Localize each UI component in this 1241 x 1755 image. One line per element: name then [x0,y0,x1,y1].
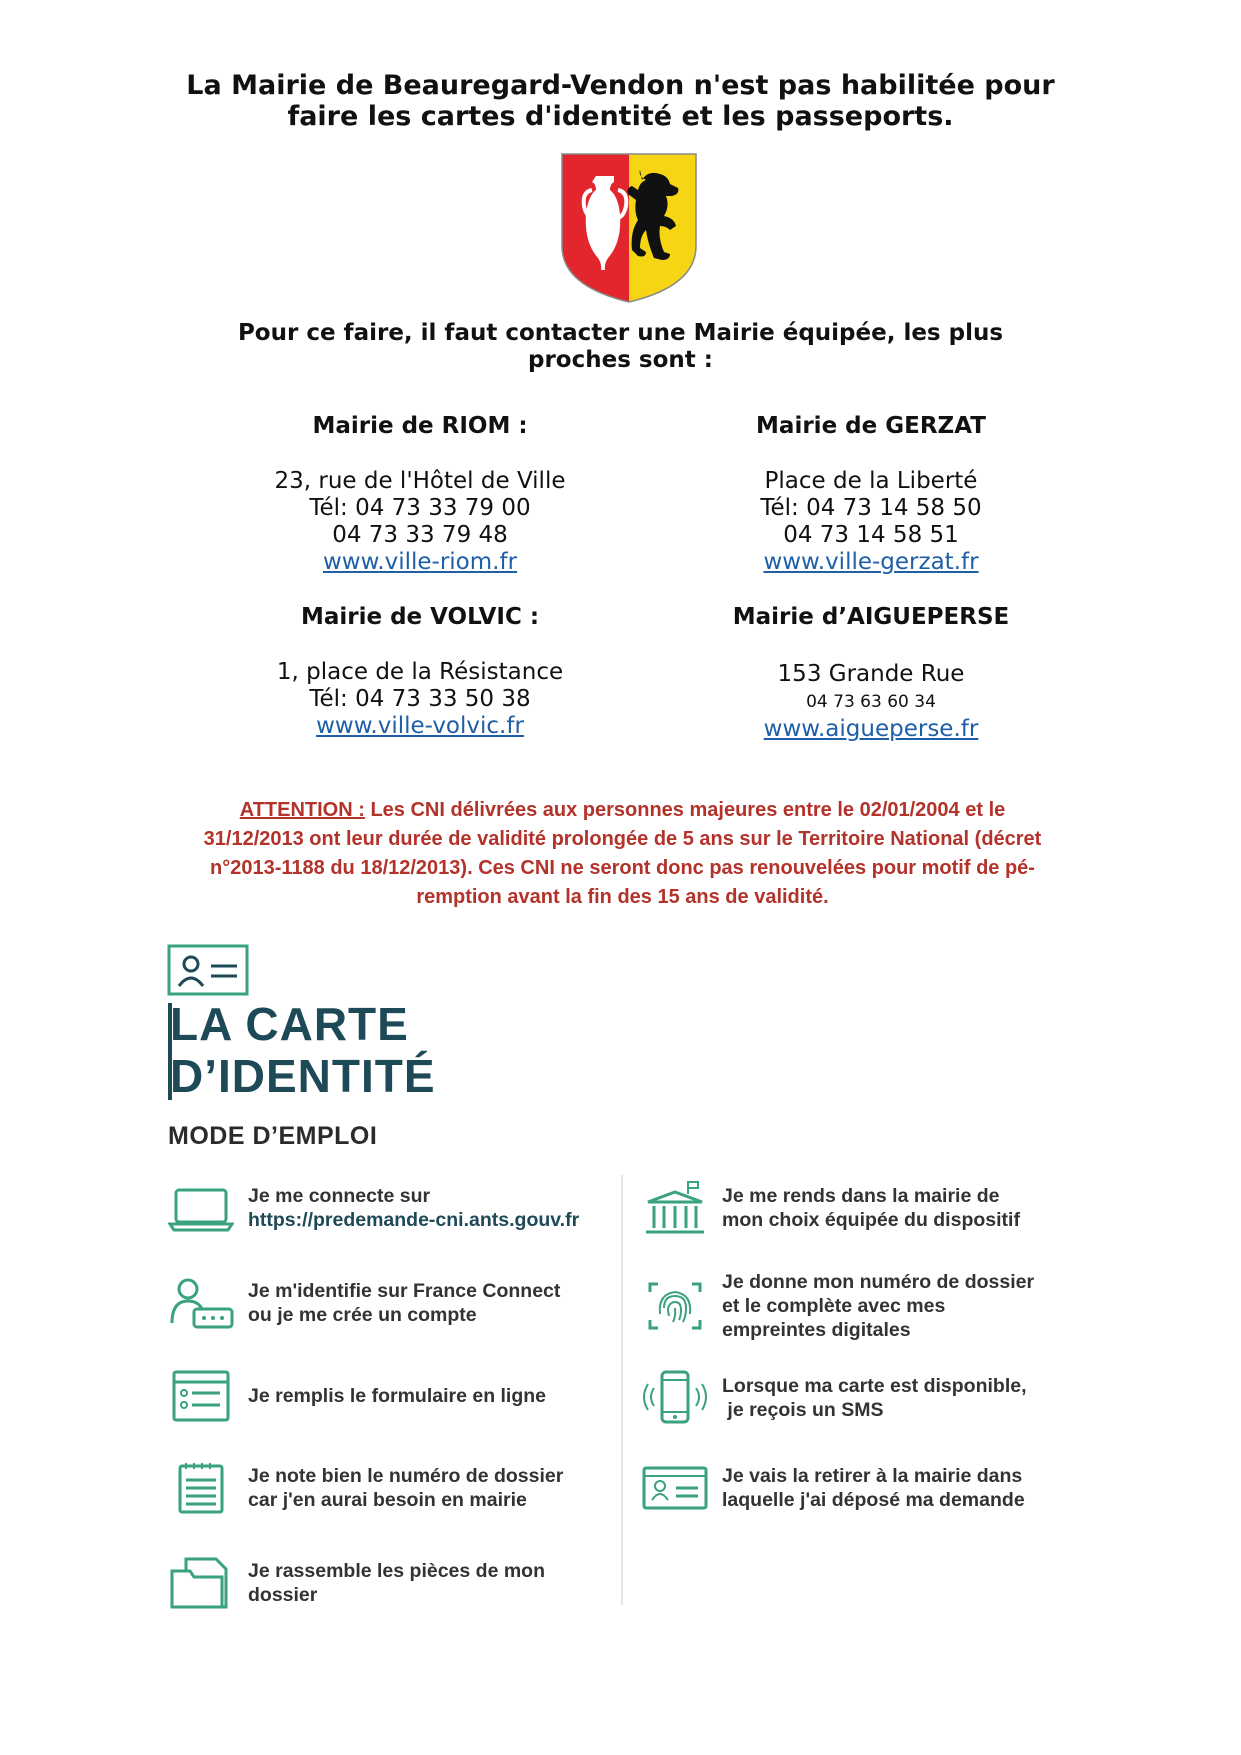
step-text-2: et le complète avec mes [722,1295,946,1317]
step-text-2: laquelle j'ai déposé ma demande [722,1489,1025,1511]
attention-notice [150,796,1095,912]
notepad-icon [168,1460,234,1516]
step-text-2: dossier [248,1584,318,1606]
mairie-website-link[interactable]: www.aigueperse.fr [763,716,979,742]
mairie-name: Mairie d’AIGUEPERSE [732,604,1010,630]
mairie-phone-2: 04 73 14 58 51 [783,522,959,548]
mairie-volvic-block [160,603,680,740]
smartphone-icon [642,1370,708,1426]
step-text-1: Je remplis le formulaire en ligne [248,1385,547,1407]
heading-line-2: faire les cartes d'identité et les passeports. [287,101,954,132]
step-text-2: car j'en aurai besoin en mairie [248,1489,527,1511]
step-fingerprints [642,1270,1034,1342]
step-text-1: Je m'identifie sur France Connect [248,1280,561,1302]
laptop-icon [168,1180,234,1236]
step-form [168,1368,546,1424]
guide-title-line-2: D’IDENTITÉ [170,1050,436,1102]
mairie-address: 153 Grande Rue [777,661,965,687]
step-text-1: Je donne mon numéro de dossier [722,1271,1035,1293]
step-text-1: Je vais la retirer à la mairie dans [722,1465,1023,1487]
mairie-address: 1, place de la Résistance [276,659,564,685]
guide-subtitle: MODE D’EMPLOI [168,1122,378,1150]
attention-line-2: 31/12/2013 ont leur durée de validité prolongée de 5 ans sur le Territoire National (décret [203,828,1042,850]
step-identify [168,1275,560,1331]
attention-label: ATTENTION : [239,799,365,821]
coat-of-arms-icon [558,150,700,306]
mairie-address: 23, rue de l'Hôtel de Ville [274,468,566,494]
mairie-website-link[interactable]: www.ville-volvic.fr [316,713,524,739]
subheading-line-1: Pour ce faire, il faut contacter une Mairie équipée, les plus [237,320,1004,346]
mairie-phone-1: Tél: 04 73 14 58 50 [760,495,982,521]
step-text-1: Je rassemble les pièces de mon [248,1560,545,1582]
mairie-address: Place de la Liberté [764,468,978,494]
step-text-3: empreintes digitales [722,1319,911,1341]
mairie-gerzat-block [611,412,1131,576]
column-divider [621,1175,623,1605]
contact-instruction [150,320,1091,374]
mairie-aigueperse-block [611,603,1131,743]
subheading-line-2: proches sont : [528,347,713,373]
step-text-2: mon choix équipée du dispositif [722,1209,1020,1231]
guide-title-line-1: LA CARTE [170,998,409,1050]
attention-line-3: n°2013-1188 du 18/12/2013). Ces CNI ne seront donc pas renouvelées pour motif de pé- [210,857,1035,879]
step-text-1: Je me rends dans la mairie de [722,1185,1000,1207]
step-text-2: ou je me crée un compte [248,1304,477,1326]
mairie-riom-block [160,412,680,576]
user-login-icon [168,1275,234,1331]
attention-line-4: remption avant la fin des 15 ans de validité. [416,886,829,908]
id-card-logo-icon [167,944,249,996]
mairie-phone-1: Tél: 04 73 33 50 38 [309,686,531,712]
step-text-1: Je me connecte sur [248,1185,431,1207]
mairie-website-link[interactable]: www.ville-riom.fr [322,549,518,575]
mairie-name: Mairie de VOLVIC : [300,604,540,630]
mairie-phone-2: 04 73 33 79 48 [332,522,508,548]
heading-line-1: La Mairie de Beauregard-Vendon n'est pas habilitée pour [186,70,1055,101]
page-heading [0,70,1241,132]
mairie-name: Mairie de RIOM : [312,413,528,439]
step-visit-mairie [642,1180,1020,1236]
mairie-name: Mairie de GERZAT [756,413,986,439]
guide-title [170,998,436,1102]
form-icon [168,1368,234,1424]
step-collect-card [642,1460,1025,1516]
step-note-number [168,1460,563,1516]
fingerprint-icon [642,1278,708,1334]
step-gather-documents [168,1555,545,1611]
id-card-icon [642,1460,708,1516]
mairie-phone-1: 04 73 63 60 34 [806,692,936,712]
step-connect [168,1180,579,1236]
step-text-1: Je note bien le numéro de dossier [248,1465,564,1487]
predemande-link[interactable]: https://predemande-cni.ants.gouv.fr [248,1209,580,1231]
mairie-website-link[interactable]: www.ville-gerzat.fr [763,549,979,575]
attention-line-1: Les CNI délivrées aux personnes majeures entre le 02/01/2004 et le [364,799,1006,821]
town-hall-icon [642,1180,708,1236]
step-text-2: je reçois un SMS [722,1399,884,1421]
mairie-phone-1: Tél: 04 73 33 79 00 [309,495,531,521]
folder-icon [168,1555,234,1611]
step-sms [642,1370,1027,1426]
step-text-1: Lorsque ma carte est disponible, [722,1375,1027,1397]
